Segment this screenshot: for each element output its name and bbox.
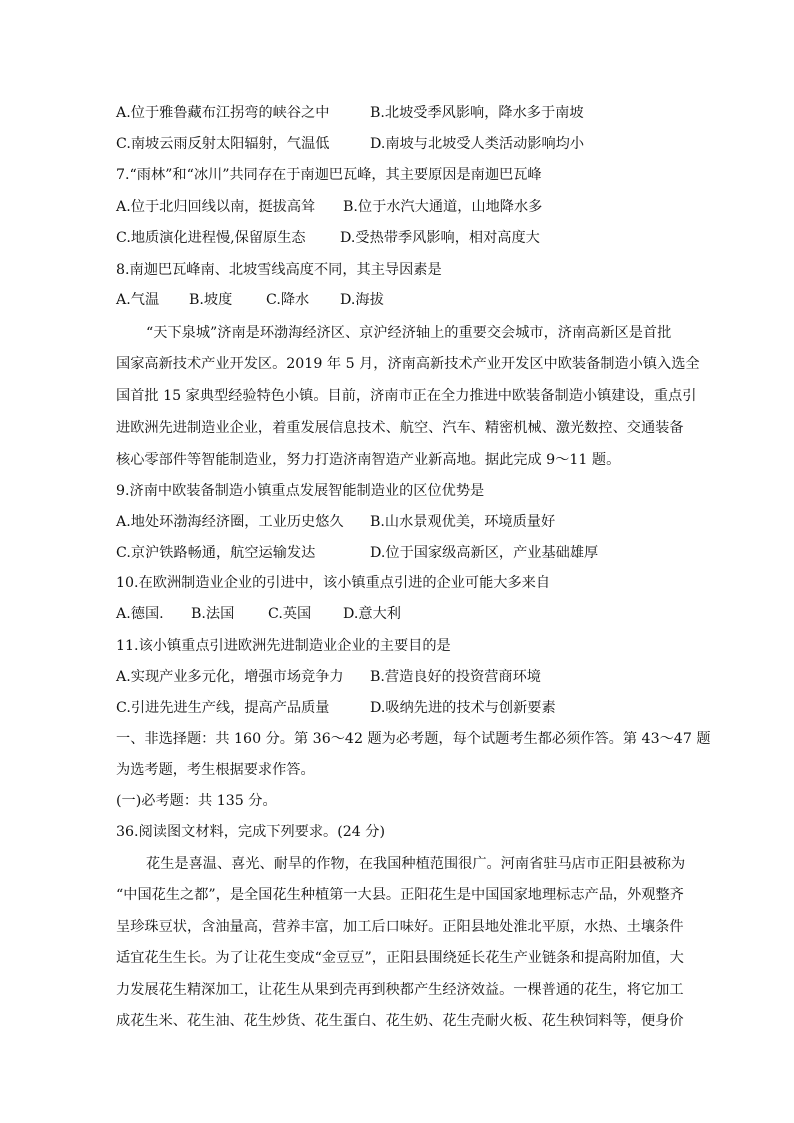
q9-stem: 9.济南中欧装备制造小镇重点发展智能制造业的区位优势是 bbox=[116, 483, 485, 499]
section2-instructions: 一、非选择题：共 160 分。第 36～42 题为必考题，每个试题考生都必须作答。第 43～47 题 bbox=[116, 731, 711, 747]
required-questions-heading: (一)必考题：共 135 分。 bbox=[116, 793, 277, 809]
q11-stem: 11.该小镇重点引进欧洲先进制造业企业的主要目的是 bbox=[116, 638, 451, 654]
q10-option-a: A.德国. bbox=[116, 606, 164, 622]
q36-stem: 36.阅读图文材料，完成下列要求。(24 分) bbox=[116, 824, 386, 840]
q8-stem: 8.南迦巴瓦峰南、北坡雪线高度不同，其主导因素是 bbox=[116, 262, 442, 278]
q10-option-d: D.意大利 bbox=[343, 606, 401, 622]
q36-passage-line: 花生是喜温、喜光、耐旱的作物，在我国种植范围很广。河南省驻马店市正阳县被称为 bbox=[146, 856, 686, 872]
q7-option-c: C.地质演化进程慢,保留原生态 bbox=[116, 230, 306, 246]
q36-passage-line: 力发展花生精深加工，让花生从果到壳再到秧都产生经济效益。一棵普通的花生，将它加工 bbox=[116, 982, 684, 998]
q9-option-a: A.地处环渤海经济圈，工业历史悠久 bbox=[116, 514, 344, 530]
passage1-line: “天下泉城”济南是环渤海经济区、京沪经济轴上的重要交会城市，济南高新区是首批 bbox=[146, 325, 672, 341]
q10-stem: 10.在欧洲制造业企业的引进中，该小镇重点引进的企业可能大多来自 bbox=[116, 575, 551, 591]
q6-option-b: B.北坡受季风影响，降水多于南坡 bbox=[370, 105, 584, 121]
q36-passage-line: “中国花生之都”，是全国花生种植第一大县。正阳花生是中国国家地理标志产品，外观整齐 bbox=[116, 887, 684, 903]
q9-option-b: B.山水景观优美，环境质量好 bbox=[370, 514, 556, 530]
q10-option-b: B.法国 bbox=[191, 606, 235, 622]
passage1-line: 进欧洲先进制造业企业，着重发展信息技术、航空、汽车、精密机械、激光数控、交通装备 bbox=[116, 420, 684, 436]
q8-option-c: C.降水 bbox=[266, 292, 310, 308]
q11-option-a: A.实现产业多元化，增强市场竞争力 bbox=[116, 669, 344, 685]
q7-option-d: D.受热带季风影响，相对高度大 bbox=[340, 230, 540, 246]
q9-option-c: C.京沪铁路畅通，航空运输发达 bbox=[116, 545, 316, 561]
q9-option-d: D.位于国家级高新区，产业基础雄厚 bbox=[370, 545, 599, 561]
q6-option-c: C.南坡云雨反射太阳辐射，气温低 bbox=[116, 136, 330, 152]
q6-option-d: D.南坡与北坡受人类活动影响均小 bbox=[370, 136, 585, 152]
q8-option-a: A.气温 bbox=[116, 292, 160, 308]
q8-option-b: B.坡度 bbox=[189, 292, 233, 308]
q11-option-c: C.引进先进生产线，提高产品质量 bbox=[116, 700, 330, 716]
passage1-line: 国首批 15 家典型经验特色小镇。目前，济南市正在全力推进中欧装备制造小镇建设，重点引 bbox=[116, 388, 697, 404]
q36-passage-line: 适宜花生生长。为了让花生变成“金豆豆”，正阳县围绕延长花生产业链条和提高附加值，大 bbox=[116, 950, 684, 966]
passage1-line: 国家高新技术产业开发区。2019 年 5 月，济南高新技术产业开发区中欧装备制造小镇入选全 bbox=[116, 356, 700, 372]
q36-passage-line: 成花生米、花生油、花生炒货、花生蛋白、花生奶、花生壳耐火板、花生秧饲料等，便身价 bbox=[116, 1013, 684, 1029]
q10-option-c: C.英国 bbox=[268, 606, 312, 622]
q11-option-d: D.吸纳先进的技术与创新要素 bbox=[370, 700, 556, 716]
q11-option-b: B.营造良好的投资营商环境 bbox=[370, 669, 541, 685]
q8-option-d: D.海拔 bbox=[340, 292, 384, 308]
q6-option-a: A.位于雅鲁藏布江拐弯的峡谷之中 bbox=[116, 105, 330, 121]
q7-stem: 7.“雨林”和“冰川”共同存在于南迦巴瓦峰，其主要原因是南迦巴瓦峰 bbox=[116, 167, 542, 183]
q36-passage-line: 呈珍珠豆状，含油量高，营养丰富，加工后口味好。正阳县地处淮北平原，水热、土壤条件 bbox=[116, 919, 684, 935]
q7-option-a: A.位于北归回线以南，挺拔高耸 bbox=[116, 199, 316, 215]
q7-option-b: B.位于水汽大通道，山地降水多 bbox=[343, 199, 543, 215]
section2-instructions-cont: 为选考题，考生根据要求作答。 bbox=[116, 762, 315, 778]
passage1-line: 核心零部件等智能制造业，努力打造济南智造产业新高地。据此完成 9～11 题。 bbox=[116, 452, 621, 468]
